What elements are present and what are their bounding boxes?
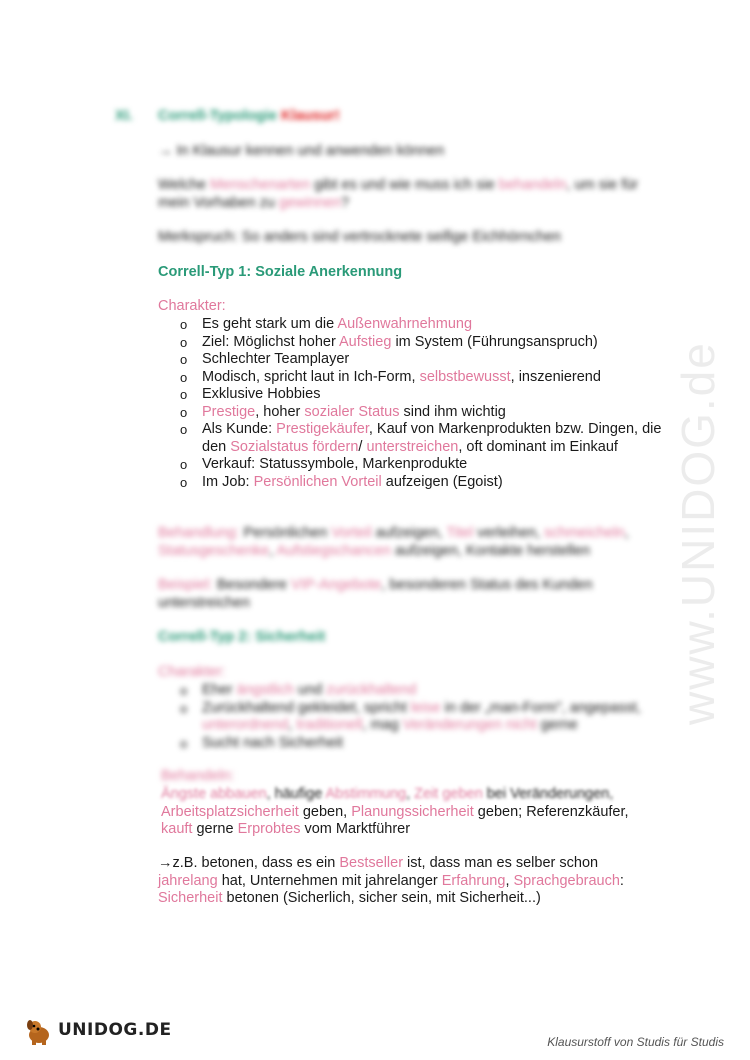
- t: Es geht stark um die: [202, 316, 338, 332]
- t: zurückhaltend: [326, 682, 417, 698]
- list-item: [180, 735, 670, 753]
- t: :: [619, 872, 624, 889]
- list-item: [180, 386, 670, 404]
- t: geben,: [298, 803, 352, 820]
- t: unterordnend: [202, 717, 289, 733]
- watermark: www.UNIDOG.de: [672, 341, 724, 725]
- type1-heading: Correll-Typ 1: Soziale Anerkennung: [158, 264, 403, 280]
- t: unterstreichen: [366, 438, 459, 455]
- t: vom Marktführer: [300, 821, 411, 837]
- t: Exklusive Hobbies: [202, 386, 321, 402]
- t: Ängste abbauen: [161, 786, 267, 802]
- t: Als Kunde:: [202, 421, 277, 437]
- t: ängstlich: [236, 682, 294, 698]
- t: traditionell: [296, 717, 363, 733]
- type2-treatment-label: Behandeln:: [161, 768, 235, 784]
- t: aufzeigen, Kontakte herstellen: [390, 542, 591, 559]
- t: hat, Unternehmen mit jahrelanger: [217, 872, 442, 889]
- t: gerne: [536, 717, 578, 733]
- t: Bestseller: [339, 855, 404, 871]
- t: ,: [406, 786, 415, 802]
- type1-treatment: [158, 525, 668, 560]
- t: VIP-Angebote: [291, 577, 382, 593]
- t: Eher: [202, 682, 237, 698]
- t: Ziel: Möglichst hoher: [202, 333, 340, 350]
- t: Besondere: [212, 577, 292, 593]
- t: kauft: [161, 821, 193, 837]
- t: geben; Referenzkäufer,: [473, 803, 629, 820]
- list-item: [180, 421, 670, 456]
- t: betonen (Sicherlich, sicher sein, mit Sicherheit...): [222, 890, 541, 906]
- list-item: [180, 316, 670, 334]
- treatment-line: [161, 786, 681, 804]
- t: verleihen,: [473, 525, 545, 541]
- type1-character-label: Charakter:: [158, 298, 226, 314]
- t: , Kauf von Markenprodukten bzw. Dingen, die den: [202, 421, 662, 455]
- treatment-line: [161, 821, 681, 839]
- intro-question: [158, 177, 668, 212]
- t: , mag: [362, 717, 403, 733]
- dog-icon: [24, 1016, 54, 1046]
- type2-character-label: Charakter:: [158, 664, 226, 680]
- t: Abstimmung: [325, 786, 407, 802]
- list-item: [180, 682, 670, 700]
- t: , inszenierend: [510, 368, 601, 385]
- t: →z.B. betonen, dass es ein: [158, 855, 340, 871]
- t: , besonderen Status des Kunden unterstreichen: [158, 577, 593, 611]
- t: Persönlichen Vorteil: [253, 473, 382, 490]
- t: Außenwahrnehmung: [337, 316, 473, 332]
- t: sind ihm wichtig: [399, 403, 506, 420]
- unidog-logo: [24, 1016, 172, 1046]
- t: Zurückhaltend gekleidet, spricht: [202, 699, 411, 716]
- q-part: gibt es und wie muss ich sie: [310, 177, 499, 193]
- t: aufzeigen,: [371, 525, 447, 541]
- q-part: , um sie für mein Vorhaben zu: [158, 177, 639, 211]
- t: Zeit geben: [414, 786, 483, 802]
- t: selbstbewusst: [419, 368, 511, 385]
- t: Titel: [446, 525, 474, 541]
- t: Erfahrung: [441, 872, 506, 889]
- t: gerne: [192, 821, 238, 837]
- t: sozialer Status: [304, 403, 400, 420]
- t: Prestige: [202, 403, 256, 420]
- section-title-text: Correll-Typologie: [158, 108, 277, 124]
- example-line: [158, 855, 678, 873]
- treatment-line: [161, 804, 681, 822]
- t: Persönlichen: [239, 525, 332, 541]
- example-line: [158, 873, 678, 891]
- t: Arbeitsplatzsicherheit: [161, 803, 299, 820]
- section-title: [158, 108, 340, 126]
- t: Schlechter Teamplayer: [202, 351, 350, 367]
- q-part: gewinnen: [278, 194, 341, 211]
- list-item: [180, 474, 670, 492]
- t: /: [358, 438, 367, 455]
- t: Erprobtes: [237, 821, 301, 837]
- t: Aufstiegschancen: [276, 542, 391, 559]
- t: jahrelang: [158, 872, 218, 889]
- type2-example: [158, 855, 678, 908]
- t: ,: [288, 717, 297, 733]
- t: Sucht nach Sicherheit: [202, 734, 344, 751]
- t: ,: [505, 872, 514, 889]
- exam-flag: Klausur!: [281, 108, 340, 124]
- list-item: [180, 404, 670, 422]
- t: Im Job:: [202, 473, 254, 490]
- t: Prestigekäufer: [276, 421, 369, 437]
- type2-heading: Correll-Typ 2: Sicherheit: [158, 629, 326, 645]
- t: Verkauf: Statussymbole, Markenprodukte: [202, 456, 468, 472]
- t: Sicherheit: [158, 890, 223, 906]
- exam-note: → In Klausur kennen und anwenden können: [158, 143, 445, 159]
- q-part: behandeln: [498, 177, 567, 193]
- q-part: Welche: [158, 177, 211, 193]
- t: , hoher: [255, 403, 305, 420]
- t: , oft dominant im Einkauf: [458, 438, 618, 455]
- list-item: [180, 369, 670, 387]
- t: Statusgeschenke: [158, 542, 270, 559]
- list-item: [180, 456, 670, 474]
- t: Behandlung:: [158, 525, 240, 541]
- q-part: Menschenarten: [210, 177, 311, 193]
- t: schmeicheln: [544, 525, 625, 541]
- t: ,: [269, 542, 277, 559]
- mnemonic: Merkspruch: So anders sind vertrocknete seifige Eichhörnchen: [158, 229, 561, 245]
- t: Sozialstatus fördern: [230, 438, 359, 455]
- t: Modisch, spricht laut in Ich-Form,: [202, 368, 420, 385]
- section-number: XI.: [115, 108, 133, 124]
- type1-example: [158, 577, 668, 612]
- t: ,: [624, 525, 629, 541]
- t: im System (Führungsanspruch): [391, 333, 598, 350]
- example-line: [158, 890, 678, 908]
- t: aufzeigen (Egoist): [381, 473, 503, 490]
- t: in der „man-Form", angepasst,: [440, 699, 641, 716]
- t: bei Veränderungen,: [482, 786, 614, 802]
- t: ist, dass man es selber schon: [403, 855, 599, 871]
- t: und: [293, 682, 327, 698]
- t: leise: [410, 699, 441, 716]
- type2-treatment: [161, 786, 681, 839]
- t: Planungssicherheit: [351, 803, 474, 820]
- t: , häufige: [266, 786, 326, 802]
- type1-character-list: [180, 316, 670, 491]
- list-item: [180, 700, 670, 735]
- q-part: ?: [341, 194, 350, 211]
- t: Vorteil: [331, 525, 372, 541]
- t: Veränderungen nicht: [402, 717, 537, 733]
- t: Aufstieg: [339, 333, 392, 350]
- t: Sprachgebrauch: [513, 872, 620, 889]
- t: Beispiel:: [158, 577, 213, 593]
- list-item: [180, 351, 670, 369]
- footer-tagline: Klausurstoff von Studis für Studis: [547, 1035, 724, 1049]
- type2-character-list: [180, 682, 670, 752]
- list-item: [180, 334, 670, 352]
- logo-text: UNIDOG.DE: [58, 1020, 172, 1041]
